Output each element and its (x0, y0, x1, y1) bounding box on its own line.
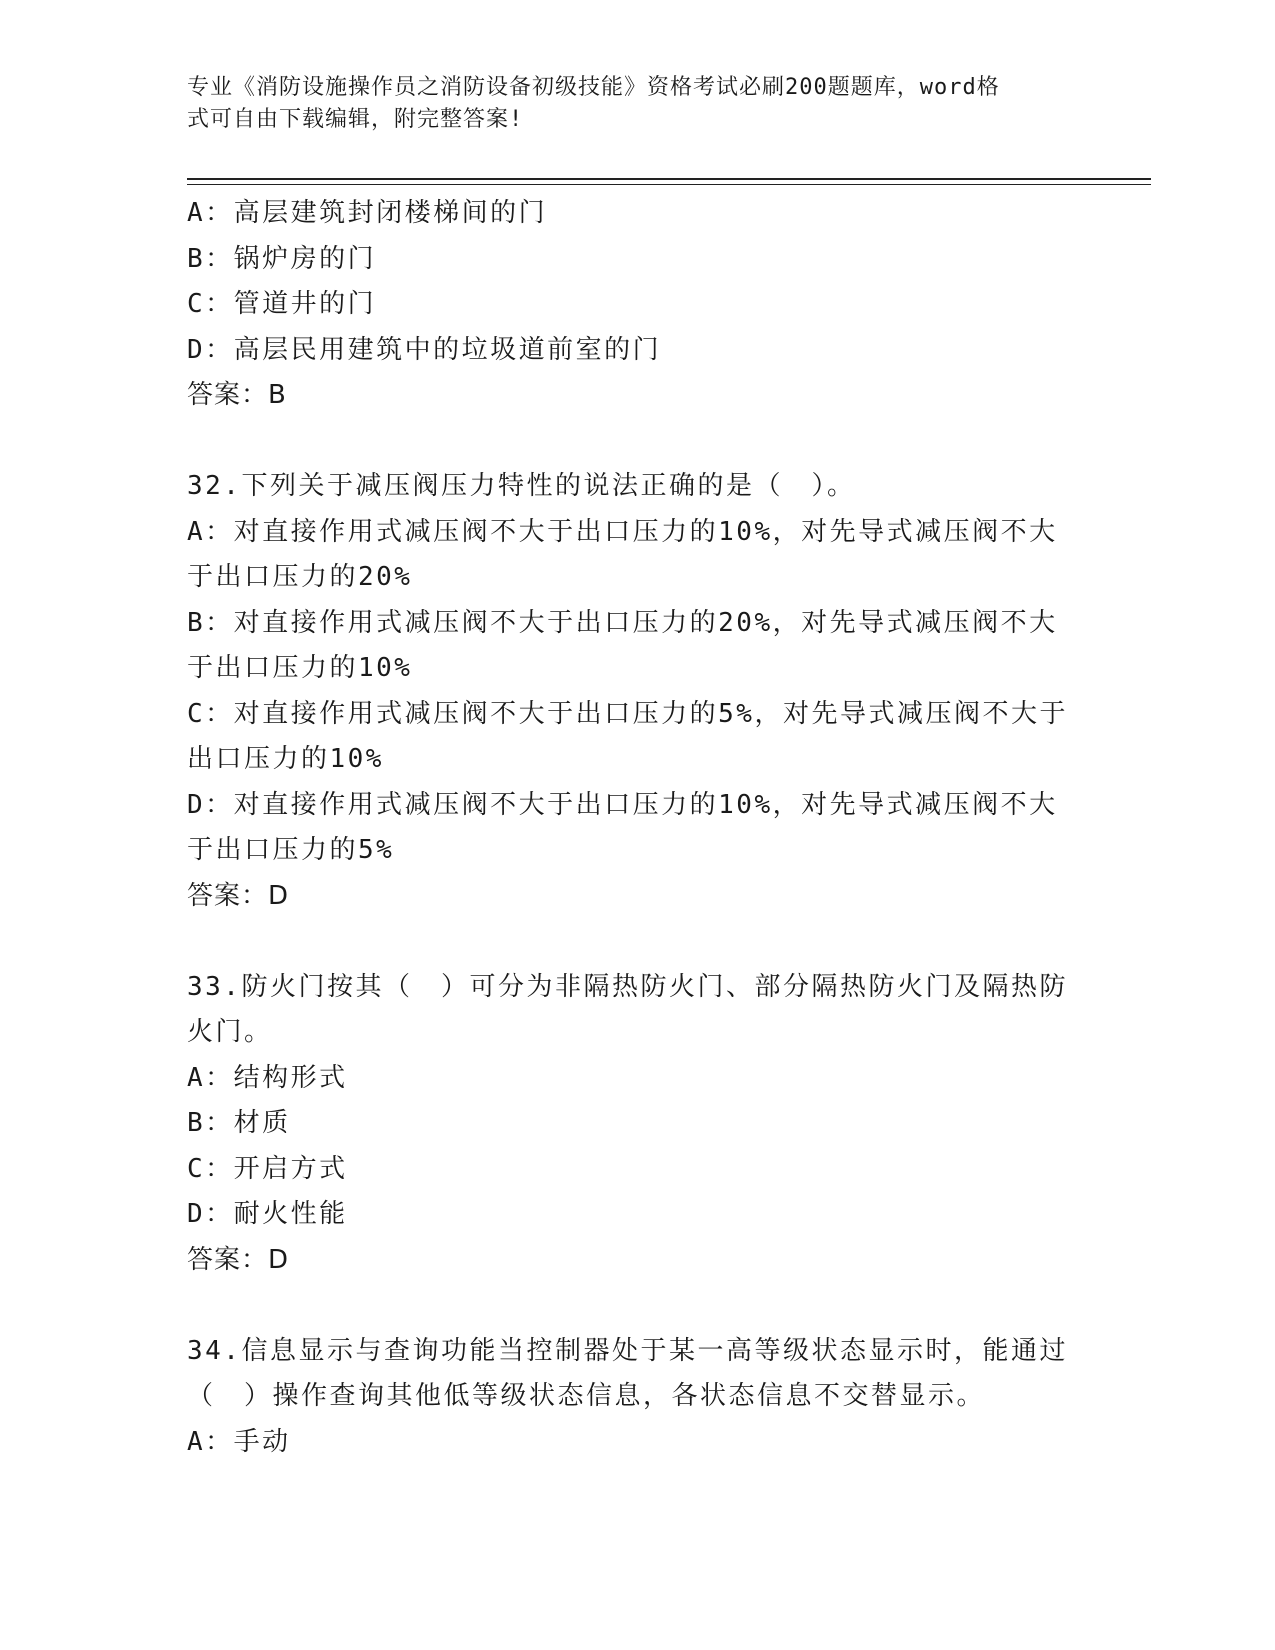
question-content (187, 191, 1087, 1465)
q32-option-c-line-2: 出口压力的10% (187, 744, 384, 774)
spacer (187, 919, 1087, 965)
q32-option-b-line-1: B：对直接作用式减压阀不大于出口压力的20%，对先导式减压阀不大 (187, 607, 1058, 638)
q34-stem-line-1: 34.信息显示与查询功能当控制器处于某一高等级状态显示时，能通过 (187, 1335, 1068, 1366)
q32-option-d-line-1: D：对直接作用式减压阀不大于出口压力的10%，对先导式减压阀不大 (187, 789, 1058, 820)
q33-stem-line-2: 火门。 (187, 1017, 273, 1047)
q33-option-b: B：材质 (187, 1108, 291, 1138)
q32-option-a-line-2: 于出口压力的20% (187, 562, 413, 592)
q31-option-c: C：管道井的门 (187, 289, 377, 319)
spacer (187, 419, 1087, 465)
question-31 (187, 191, 1087, 419)
q33-option-a: A：结构形式 (187, 1062, 348, 1093)
document-header (187, 72, 1067, 136)
header-line-2: 式可自由下载编辑，附完整答案! (187, 107, 524, 132)
header-line-1: 专业《消防设施操作员之消防设备初级技能》资格考试必刷200题题库，word格 (187, 75, 1000, 100)
q33-stem-line-1: 33.防火门按其（ ）可分为非隔热防火门、部分隔热防火门及隔热防 (187, 971, 1068, 1002)
header-divider-thick (187, 178, 1151, 180)
q32-option-d-line-2: 于出口压力的5% (187, 835, 395, 865)
q32-option-a-line-1: A：对直接作用式减压阀不大于出口压力的10%，对先导式减压阀不大 (187, 516, 1058, 547)
q32-option-c-line-1: C：对直接作用式减压阀不大于出口压力的5%，对先导式减压阀不大于 (187, 698, 1068, 729)
q31-option-b: B：锅炉房的门 (187, 243, 377, 274)
q32-stem: 32.下列关于减压阀压力特性的说法正确的是（ ）。 (187, 471, 856, 501)
q31-answer: 答案：B (187, 380, 287, 410)
header-divider-thin (187, 184, 1151, 185)
question-32 (187, 464, 1087, 919)
question-33 (187, 965, 1087, 1284)
q34-stem-line-2: （ ）操作查询其他低等级状态信息，各状态信息不交替显示。 (187, 1381, 986, 1411)
q34-option-a: A：手动 (187, 1426, 291, 1457)
q31-option-d: D：高层民用建筑中的垃圾道前室的门 (187, 334, 662, 365)
q33-option-d: D：耐火性能 (187, 1199, 348, 1229)
q33-option-c: C：开启方式 (187, 1153, 348, 1184)
q32-option-b-line-2: 于出口压力的10% (187, 653, 413, 683)
q32-answer: 答案：D (187, 880, 290, 911)
question-34 (187, 1329, 1087, 1466)
q31-option-a: A：高层建筑封闭楼梯间的门 (187, 198, 548, 228)
q33-answer: 答案：D (187, 1244, 290, 1275)
spacer (187, 1283, 1087, 1329)
